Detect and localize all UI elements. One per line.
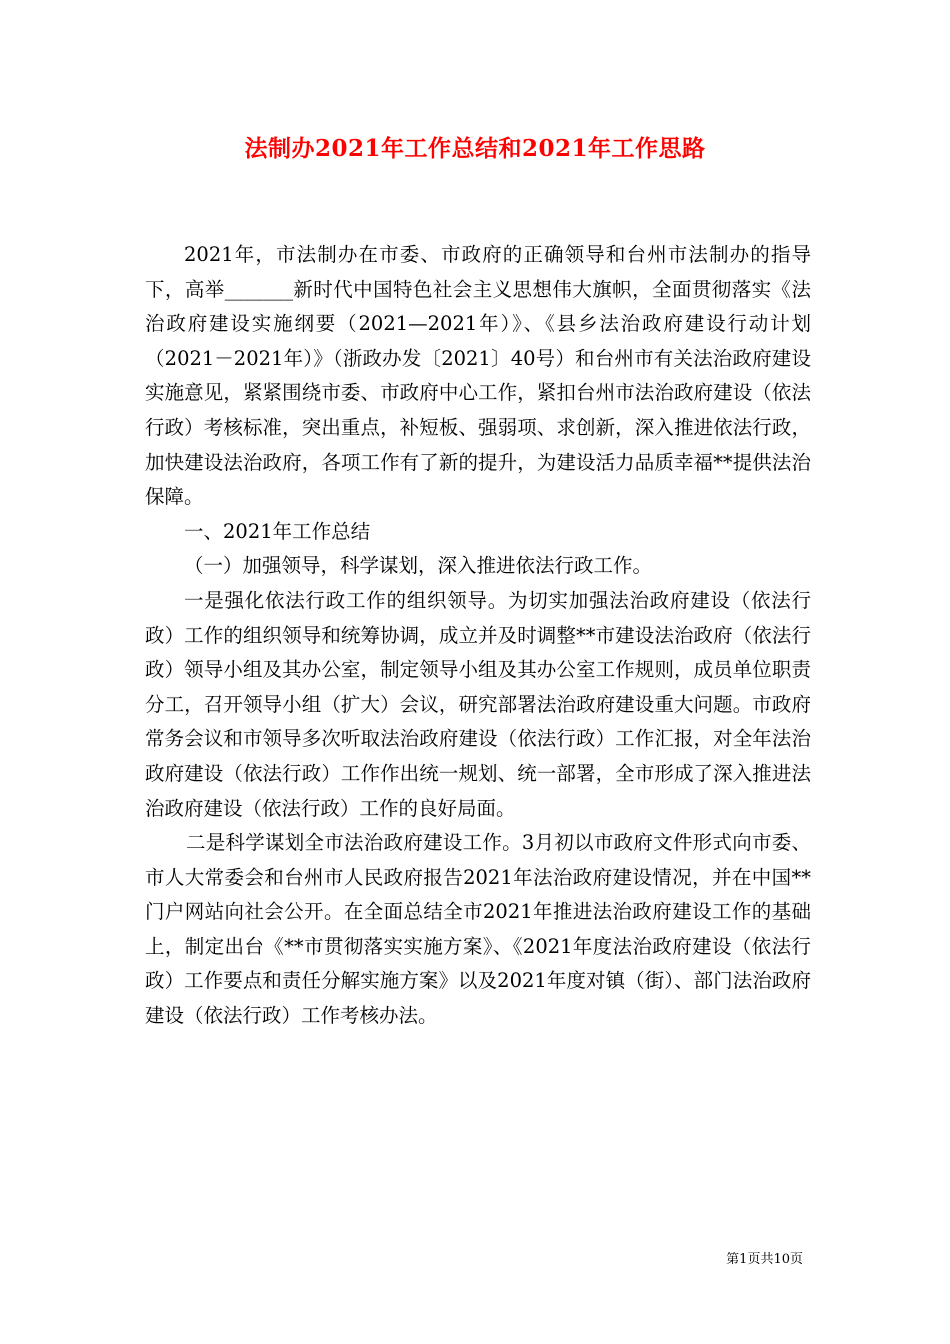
- paragraph-point-two: 二是科学谋划全市法治政府建设工作。3月初以市政府文件形式向市委、市人大常委会和台州市人民政府报告2021年法治政府建设情况，并在中国**门户网站向社会公开。在全面总结全市2021年推进法治政府建设工作的基础上，制定出台《**市贯彻落实实施方案》、《2021年度法治政府建设（依法行政）工作要点和责任分解实施方案》以及2021年度对镇（街）、部门法治政府建设（依法行政）工作考核办法。: [145, 831, 811, 1028]
- document-title: 法制办2021年工作总结和2021年工作思路: [244, 135, 706, 162]
- paragraph-point-one: 一是强化依法行政工作的组织领导。为切实加强法治政府建设（依法行政）工作的组织领导和统筹协调，成立并及时调整**市建设法治政府（依法行政）领导小组及其办公室，制定领导小组及其办公室工作规则，成员单位职责分工，召开领导小组（扩大）会议，研究部署法治政府建设重大问题。市政府常务会议和市领导多次听取法治政府建设（依法行政）工作汇报，对全年法治政府建设（依法行政）工作作出统一规划、统一部署，全市形成了深入推进法治政府建设（依法行政）工作的良好局面。: [145, 588, 811, 820]
- subsection-heading: （一）加强领导，科学谋划，深入推进依法行政工作。: [184, 554, 653, 578]
- document-body: [145, 238, 811, 1034]
- paragraph-intro: 2021年，市法制办在市委、市政府的正确领导和台州市法制办的指导下，高举_______新时代中国特色社会主义思想伟大旗帜，全面贯彻落实《法治政府建设实施纲要（2021—2021年）》、《县乡法治政府建设行动计划（2021－2021年）》（浙政办发〔2021〕40号）和台州市有关法治政府建设实施意见，紧紧围绕市委、市政府中心工作，紧扣台州市法治政府建设（依法行政）考核标准，突出重点，补短板、强弱项、求创新，深入推进依法行政，加快建设法治政府，各项工作有了新的提升，为建设活力品质幸福**提供法治保障。: [145, 243, 811, 509]
- section-heading: 一、2021年工作总结: [184, 519, 371, 543]
- page-number: 第1页共10页: [726, 1252, 803, 1267]
